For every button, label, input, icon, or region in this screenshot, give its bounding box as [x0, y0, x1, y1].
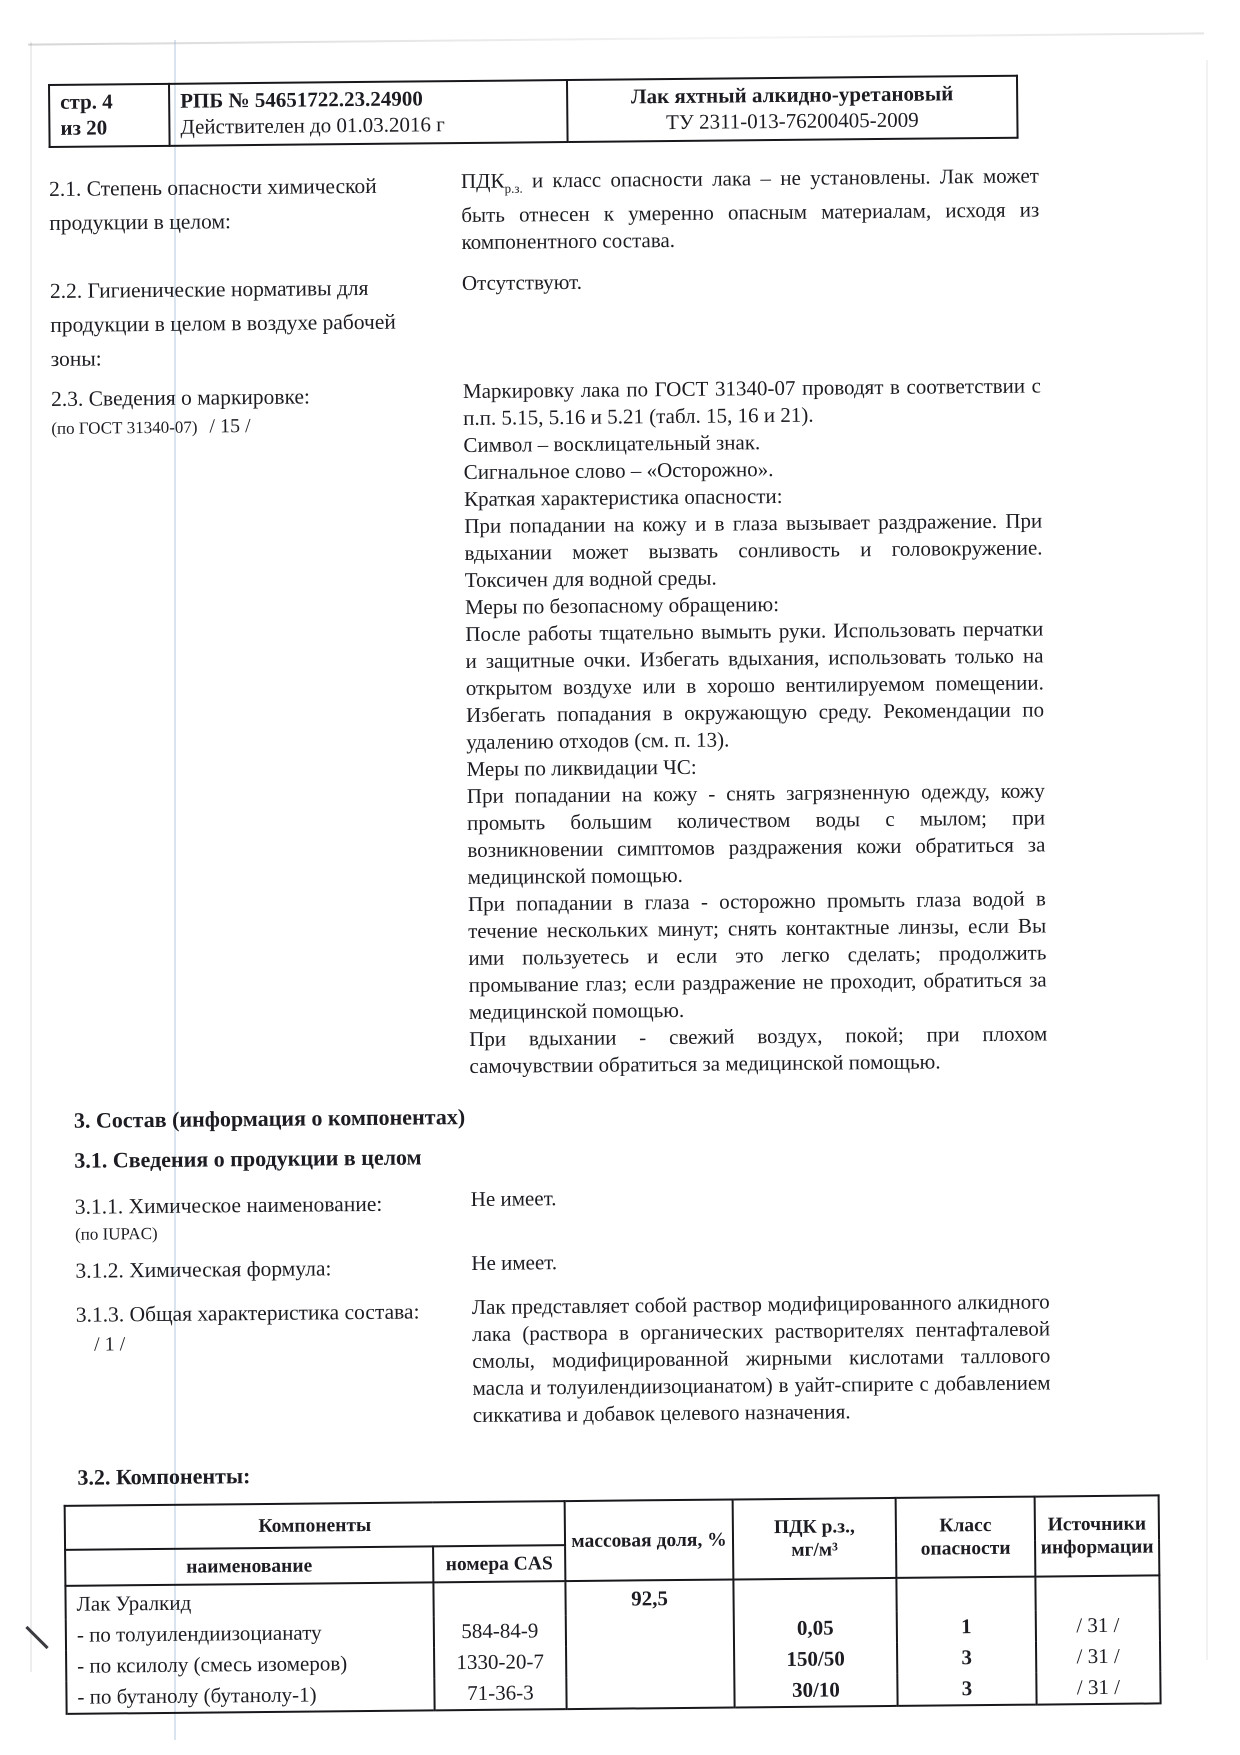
row-2-2 — [50, 263, 1171, 376]
pdk-header-line2: мг/м³ — [791, 1539, 839, 1562]
component-name: - по бутанолу (бутанолу-1) — [66, 1679, 434, 1715]
components-table-head — [65, 1496, 1160, 1586]
row-2-3 — [51, 371, 1178, 1084]
col-header-info-sources: Источники информации — [1035, 1496, 1160, 1577]
page-total: из 20 — [60, 115, 108, 140]
marking-paragraph: После работы тщательно вымыть руки. Использовать перчатки и защитные очки. Избегать вдыхания, использовать только на открытом воздухе или в хорошо вентилируемом помещении. Избегать попадания в окружающую среду. Рекомендации по удалению отходов (см. п. 13). — [465, 616, 1045, 755]
label-2-3-sub — [51, 412, 441, 442]
row-3-1-2 — [75, 1243, 1179, 1288]
component-source: / 31 / — [1036, 1610, 1160, 1642]
section-3-title: 3. Состав (информация о компонентах) — [73, 1104, 466, 1133]
row-2-1 — [49, 161, 1170, 260]
col-header-hazard-class: Класс опасности — [896, 1497, 1036, 1578]
component-pdk — [733, 1578, 896, 1614]
page-number: стр. 4 — [60, 89, 113, 114]
label-2-3: 2.3. Сведения о маркировке: — [50, 384, 311, 412]
marking-paragraph: При попадании на кожу - снять загрязненную одежду, кожу промыть большим количеством воды с мылом; при возникновении симптомов раздражения кожи обратиться за медицинской помощью. — [466, 778, 1046, 890]
col-header-pdk — [733, 1498, 897, 1580]
value-2-2: Отсутствуют. — [461, 270, 583, 296]
component-mass — [566, 1614, 734, 1647]
header-page-cell — [49, 84, 170, 147]
component-source — [1035, 1576, 1159, 1611]
component-mass — [566, 1676, 734, 1710]
doc-number: РПБ № 54651722.23.24900 — [180, 86, 423, 113]
header-doc-cell — [169, 80, 568, 146]
pdk-abbrev: ПДК — [460, 168, 505, 194]
section-3-2-title: 3.2. Компоненты: — [77, 1463, 251, 1490]
pdk-header-line1: ПДК р.з., — [773, 1516, 855, 1539]
marking-paragraph: Краткая характеристика опасности: — [463, 484, 783, 512]
gost-reference: (по ГОСТ 31340-07) — [51, 417, 198, 439]
col-header-cas: номера CAS — [433, 1545, 565, 1582]
marking-paragraph: Сигнальное слово – «Осторожно». — [463, 457, 774, 485]
header-product-cell — [567, 76, 1018, 142]
col-header-name: наименование — [65, 1547, 433, 1587]
scan-edge-left — [30, 42, 32, 1672]
component-name: Лак Уралкид — [65, 1583, 433, 1621]
component-hazard: 3 — [897, 1642, 1036, 1674]
component-pdk: 0,05 — [734, 1612, 897, 1645]
pdk-hazard-text — [461, 162, 1040, 256]
iupac-note: (по IUPAC) — [74, 1224, 158, 1244]
component-hazard — [896, 1577, 1035, 1612]
document-content — [48, 73, 1184, 1715]
component-source: / 31 / — [1036, 1672, 1160, 1705]
component-name: - по ксилолу (смесь изомеров) — [66, 1648, 434, 1683]
component-mass — [566, 1645, 734, 1678]
component-cas: 1330-20-7 — [434, 1646, 566, 1678]
component-cas: 584-84-9 — [434, 1615, 566, 1647]
component-mass: 92,5 — [565, 1580, 733, 1616]
components-table — [64, 1495, 1162, 1716]
section-3 — [58, 1095, 1182, 1493]
label-2-1: 2.1. Степень опасности химической продукции в целом: — [48, 173, 377, 235]
row-3-1-3 — [76, 1287, 1181, 1433]
component-name: - по толуилендиизоцианату — [66, 1617, 434, 1652]
component-hazard: 3 — [897, 1673, 1036, 1706]
value-3-1-3: Лак представляет собой раствор модифицированного алкидного лака (раствора в органических растворителях пентафталевой смолы, модифицированной жирными кислотами таллового масла и толуилендиизоцианатом) в уайт-спирите с добавлением сиккатива и добавок целевого назначения. — [471, 1289, 1051, 1428]
label-3-1-2: 3.1.2. Химическая формула: — [75, 1256, 332, 1283]
marking-paragraph: При вдыхании - свежий воздух, покой; при плохом самочувствии обратиться за медицинской помощью. — [469, 1021, 1048, 1079]
label-3-1-3: 3.1.3. Общая характеристика состава: — [75, 1299, 420, 1327]
scan-corner-mark — [25, 1626, 48, 1649]
marking-paragraph: При попадании на кожу и в глаза вызывает раздражение. При вдыхании может вызвать сонливость и головокружение. Токсичен для водной среды. — [464, 508, 1043, 593]
source-ref-15: / 15 / — [209, 415, 251, 438]
pdk-subscript: р.з. — [504, 180, 523, 196]
marking-text-block — [463, 373, 1048, 1081]
col-header-mass-fraction: массовая доля, % — [565, 1500, 734, 1582]
component-cas — [433, 1581, 565, 1616]
scan-edge-right — [1206, 60, 1208, 1660]
scan-edge-top — [28, 32, 1204, 45]
product-name: Лак яхтный алкидно-уретановый — [630, 81, 954, 109]
component-hazard: 1 — [897, 1611, 1036, 1643]
component-pdk: 30/10 — [734, 1674, 897, 1708]
pdk-text: и класс опасности лака – не установлены. Лак может быть отнесен к умеренно опасным материалам, исходя из компонентного состава. — [461, 163, 1040, 255]
component-source: / 31 / — [1036, 1641, 1160, 1673]
document-header-table — [48, 75, 1019, 148]
marking-paragraph: Меры по ликвидации ЧС: — [466, 754, 697, 782]
col-header-components: Компоненты — [65, 1501, 565, 1550]
label-3-1-1: 3.1.1. Химическое наименование: — [74, 1192, 383, 1219]
row-3-1-1 — [75, 1179, 1179, 1246]
section-3-1-title: 3.1. Сведения о продукции в целом — [74, 1144, 422, 1173]
component-pdk: 150/50 — [734, 1643, 897, 1676]
marking-paragraph: При попадании в глаза - осторожно промыть глаза водой в течение нескольких минут; снять контактные линзы, если Вы ими пользуетесь и если это легко сделать; продолжить промывание глаз; если раздражение не проходит, обратиться за медицинской помощью. — [467, 886, 1047, 1025]
marking-paragraph: Маркировку лака по ГОСТ 31340-07 проводят в соответствии с п.п. 5.15, 5.16 и 5.21 (табл. 15, 16 и 21). — [462, 373, 1042, 431]
components-table-body — [65, 1576, 1160, 1714]
marking-paragraph: Символ – восклицательный знак. — [463, 430, 761, 458]
source-ref-1: / 1 / — [93, 1333, 126, 1356]
marking-paragraph: Меры по безопасному обращению: — [464, 592, 780, 620]
valid-until: Действителен до 01.03.2016 г — [180, 112, 445, 139]
label-2-2: 2.2. Гигиенические нормативы для продукции в целом в воздухе рабочей зоны: — [49, 276, 396, 372]
value-3-1-1: Не имеет. — [470, 1186, 557, 1212]
tu-number: ТУ 2311-013-76200405-2009 — [665, 107, 919, 135]
value-3-1-2: Не имеет. — [471, 1250, 558, 1276]
component-cas: 71-36-3 — [434, 1677, 566, 1710]
